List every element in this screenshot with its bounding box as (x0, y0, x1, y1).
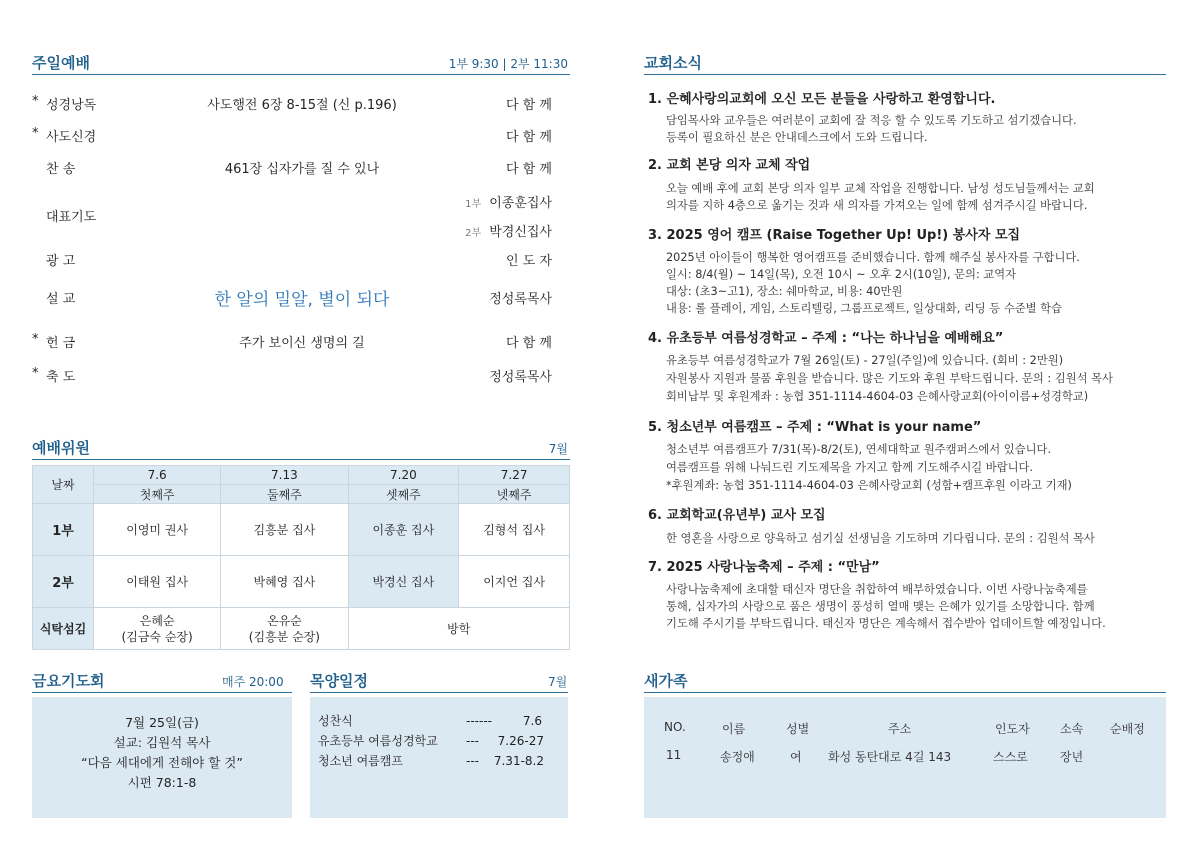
family-row-group: 장년 (1060, 750, 1084, 764)
pastoral-box (310, 697, 568, 818)
worship-row-announce: 광 고 인 도 자 (46, 254, 552, 269)
duty-month: 7월 (548, 442, 568, 456)
family-box: NO. 이름 성별 주소 인도자 소속 순배정 11 송정애 여 화성 동탄대로 4길 143 스스로 장년 (644, 697, 1166, 818)
news-item-5-head: 5. 청소년부 여름캠프 – 주제 : “What is your name” (648, 420, 982, 435)
duty-divider (32, 459, 570, 460)
family-row-address: 화성 동탄대로 4길 143 (828, 750, 952, 764)
friday-box: 7월 25일(금) 설교: 김원석 목사 “다음 세대에게 전해야 할 것” 시편 78:1-8 (32, 697, 292, 818)
news-title: 교회소식 (644, 54, 702, 72)
worship-row-reading: * 성경낭독 사도행전 6장 8-15절 (신 p.196) 다 함 께 (32, 94, 552, 113)
worship-row-offering: * 헌 금 주가 보이신 생명의 길 다 함 께 (32, 332, 552, 351)
pastoral-item: 유초등부 여름성경학교 --- 7.26-27 (318, 734, 544, 748)
pastoral-item: 성찬식 ------ 7.6 (318, 714, 542, 728)
news-item-7-head: 7. 2025 사랑나눔축제 – 주제 : “만남” (648, 560, 880, 575)
worship-title: 주일예배 (32, 54, 90, 72)
friday-time: 매주 20:00 (222, 675, 284, 689)
worship-row-sermon: 설 교 한 알의 밀알, 별이 되다 정성록목사 (32, 288, 568, 310)
friday-title: 금요기도회 (32, 672, 105, 690)
news-item-4-body: 유초등부 여름성경학교가 7월 26일(토) - 27일(주일)에 있습니다. (회비 : 2만원) 자원봉사 지원과 물품 후원을 받습니다. 많은 기도와 후원 부탁드립니다. 문의 : 김원석 목사 회비납부 및 후원계좌 : 농협 351-1114-4604-03 은혜사랑교회(아이이름+성경학교) (666, 354, 1113, 403)
news-item-6-head: 6. 교회학교(유년부) 교사 모집 (648, 508, 826, 523)
duty-row1-label: 1부 (33, 504, 94, 556)
friday-divider (32, 692, 292, 693)
news-divider (644, 74, 1166, 75)
worship-divider (32, 74, 570, 75)
pastoral-item: 청소년 여름캠프 --- 7.31-8.2 (318, 754, 544, 768)
worship-times: 1부 9:30 | 2부 11:30 (448, 57, 568, 71)
worship-row-creed: * 사도신경 다 함 께 (32, 126, 552, 145)
family-divider (644, 692, 1166, 693)
news-item-2-body: 오늘 예배 후에 교회 본당 의자 일부 교체 작업을 진행합니다. 남성 성도님들께서는 교회 의자를 지하 4층으로 옮기는 것과 새 의자를 가져오는 일에 함께 섬겨주시길 바랍니다. (666, 182, 1095, 212)
family-title: 새가족 (644, 672, 688, 690)
news-item-2-head: 2. 교회 본당 의자 교체 작업 (648, 158, 811, 173)
news-item-7-body: 사랑나눔축제에 초대할 태신자 명단을 취합하여 배부하였습니다. 이번 사랑나눔축제를 통해, 십자가의 사랑으로 품은 생명이 풍성히 열매 맺는 은혜가 있기를 소망합니다. 함께 기도해 주시기를 부탁드립니다. 태신자 명단은 계속해서 접수받아 업데이트할 예정입니다. (666, 583, 1106, 630)
news-item-1-body: 담임목사와 교우들은 여러분이 교회에 잘 적응 할 수 있도록 기도하고 섬기겠습니다. 등록이 필요하신 분은 안내데스크에서 도와 드립니다. (666, 114, 1077, 144)
duty-table: 날짜 7.6 7.13 7.20 7.27 첫째주 둘째주 셋째주 넷째주 1부 이영미 권사 김흥분 집사 이종훈 집사 김형석 집사 2부 이태원 집사 박혜영 집사 박경신 집사 이지언 집사 식탁섬김 은혜순 (김금숙 순장) 온유순 (김흥분 순장) 방학 (32, 465, 570, 650)
duty-row3-label: 식탁섬김 (33, 608, 94, 650)
duty-date-label: 날짜 (33, 466, 94, 504)
sermon-title: 한 알의 밀알, 별이 되다 (214, 290, 390, 310)
pastoral-title: 목양일정 (310, 672, 368, 690)
news-item-5-body: 청소년부 여름캠프가 7/31(목)-8/2(토), 연세대학교 원주캠퍼스에서 있습니다. 여름캠프를 위해 나눠드린 기도제목을 가지고 함께 기도해주시길 바랍니다. *후원계좌: 농협 351-1114-4604-03 은혜사랑교회 (성함+캠프후원 이라고 기재) (666, 443, 1072, 492)
news-item-4-head: 4. 유초등부 여름성경학교 – 주제 : “나는 하나님을 예배해요” (648, 331, 1004, 346)
family-row-name: 송정애 (720, 750, 755, 764)
pastoral-divider (310, 692, 568, 693)
pastoral-month: 7월 (548, 675, 568, 689)
family-row-gender: 여 (790, 750, 802, 764)
worship-row-prayer: 대표기도 1부 이종훈집사 2부 박경신집사 (46, 196, 552, 240)
family-row-guide: 스스로 (993, 750, 1028, 764)
news-item-1-head: 1. 은혜사랑의교회에 오신 모든 분들을 사랑하고 환영합니다. (648, 92, 996, 107)
news-item-3-head: 3. 2025 영어 캠프 (Raise Together Up! Up!) 봉사자 모집 (648, 228, 1021, 243)
news-item-6-body: 한 영혼을 사랑으로 양육하고 섬기실 선생님을 기도하며 기다립니다. 문의 : 김원석 목사 (666, 532, 1095, 545)
duty-title: 예배위원 (32, 439, 90, 457)
worship-row-hymn: 찬 송 461장 십자가를 질 수 있나 다 함 께 (46, 162, 552, 177)
worship-row-benediction: * 축 도 정성록목사 (32, 366, 552, 385)
news-item-3-body: 2025년 아이들이 행복한 영어캠프를 준비했습니다. 함께 해주실 봉사자를 구합니다. 일시: 8/4(월) ~ 14일(목), 오전 10시 ~ 오후 2시(10일), 문의: 교역자 대상: (초3~고1), 장소: 쉐마학교, 비용: 40만원 내용: 롤 플레이, 게임, 스토리텔링, 그룹프로젝트, 일상대화, 리딩 등 수준별 학습 (666, 251, 1080, 315)
duty-row2-label: 2부 (33, 556, 94, 608)
family-row-no: 11 (666, 748, 682, 762)
